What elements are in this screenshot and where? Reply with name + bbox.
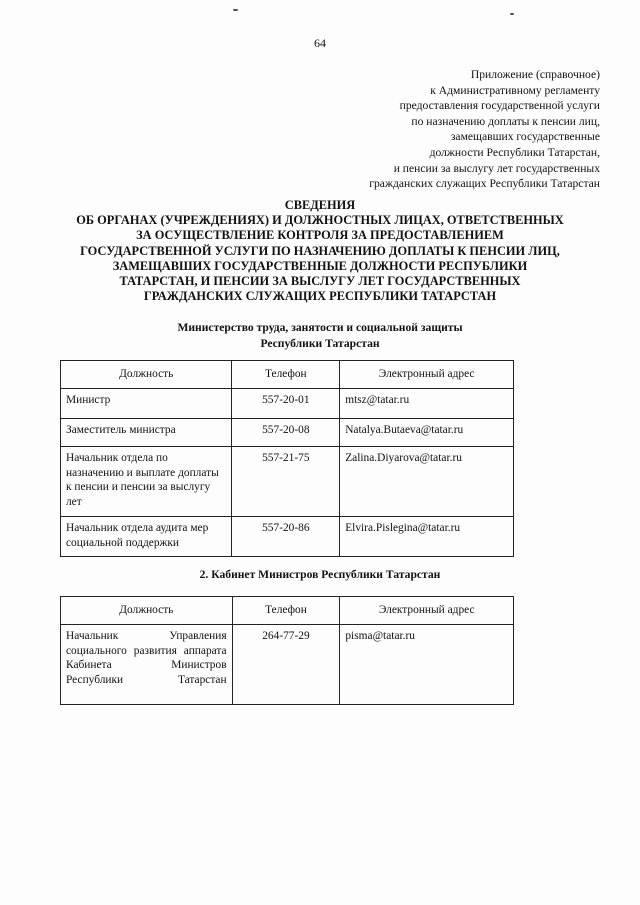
column-header-position: Должность <box>61 361 232 389</box>
position-cell: Заместитель министра <box>61 418 232 446</box>
email-cell: Natalya.Butaeva@tatar.ru <box>340 418 514 446</box>
title-line: ГОСУДАРСТВЕННОЙ УСЛУГИ ПО НАЗНАЧЕНИЮ ДОПЛАТЫ К ПЕНСИИ ЛИЦ, <box>80 243 560 258</box>
section2-heading: 2. Кабинет Министров Республики Татарстан <box>199 568 441 581</box>
appendix-line: и пенсии за выслугу лет государственных <box>393 161 600 175</box>
scan-speck <box>510 13 514 15</box>
appendix-line: по назначению доплаты к пенсии лиц, <box>411 114 600 128</box>
page-number: 64 <box>314 36 326 50</box>
title-line: ЗА ОСУЩЕСТВЛЕНИЕ КОНТРОЛЯ ЗА ПРЕДОСТАВЛЕНИЕМ <box>136 228 504 243</box>
phone-cell: 557-20-86 <box>232 516 340 556</box>
title-line: ТАТАРСТАН, И ПЕНСИИ ЗА ВЫСЛУГУ ЛЕТ ГОСУДАРСТВЕННЫХ <box>119 274 521 289</box>
position-cell: Начальник отдела по назначению и выплате доплаты к пенсии и пенсии за выслугу лет <box>61 446 232 516</box>
email-cell: pisma@tatar.ru <box>340 624 514 704</box>
phone-cell: 557-21-75 <box>232 446 340 516</box>
column-header-email: Электронный адрес <box>340 361 514 389</box>
title-line: ГРАЖДАНСКИХ СЛУЖАЩИХ РЕСПУБЛИКИ ТАТАРСТАН <box>143 289 497 304</box>
title-line: СВЕДЕНИЯ <box>284 198 356 212</box>
position-cell: Начальник отдела аудита мер социальной поддержки <box>61 516 232 556</box>
phone-cell: 557-20-08 <box>232 418 340 446</box>
section1-heading-line: Министерство труда, занятости и социальной защиты <box>177 321 463 334</box>
phone-cell: 264-77-29 <box>232 624 340 704</box>
appendix-line: Приложение (справочное) <box>470 68 600 81</box>
column-header-position: Должность <box>61 597 233 625</box>
table-row <box>61 516 514 556</box>
appendix-line: гражданских служащих Республики Татарстан <box>369 177 600 191</box>
email-cell: mtsz@tatar.ru <box>340 388 514 418</box>
section1-contacts-table <box>60 360 514 557</box>
column-header-email: Электронный адрес <box>340 597 514 625</box>
appendix-line: замещавших государственные <box>450 130 600 144</box>
position-cell: Министр <box>61 388 232 418</box>
table-header-row <box>61 597 514 625</box>
position-cell: Начальник Управления социального развития аппарата Кабинета Министров Республики Татарстан <box>61 624 233 704</box>
appendix-line: должности Республики Татарстан, <box>429 145 600 159</box>
scan-speck <box>233 9 238 11</box>
appendix-note <box>280 67 600 192</box>
section1-heading-line: Республики Татарстан <box>260 336 380 350</box>
title-line: ОБ ОРГАНАХ (УЧРЕЖДЕНИЯХ) И ДОЛЖНОСТНЫХ ЛИЦАХ, ОТВЕТСТВЕННЫХ <box>76 213 564 228</box>
column-header-phone: Телефон <box>232 361 340 389</box>
table-row <box>61 388 514 418</box>
phone-cell: 557-20-01 <box>232 388 340 418</box>
email-cell: Zalina.Diyarova@tatar.ru <box>340 446 514 516</box>
appendix-line: к Административному регламенту <box>430 83 600 97</box>
title-line: ЗАМЕЩАВШИХ ГОСУДАРСТВЕННЫЕ ДОЛЖНОСТИ РЕСПУБЛИКИ <box>112 258 528 273</box>
section2-contacts-table <box>60 596 514 705</box>
table-row <box>61 624 514 704</box>
table-header-row <box>61 361 514 389</box>
table-row <box>61 446 514 516</box>
document-title <box>60 198 580 304</box>
email-cell: Elvira.Pislegina@tatar.ru <box>340 516 514 556</box>
section1-heading <box>0 320 640 351</box>
appendix-line: предоставления государственной услуги <box>399 99 600 113</box>
table-row <box>61 418 514 446</box>
column-header-phone: Телефон <box>232 597 340 625</box>
